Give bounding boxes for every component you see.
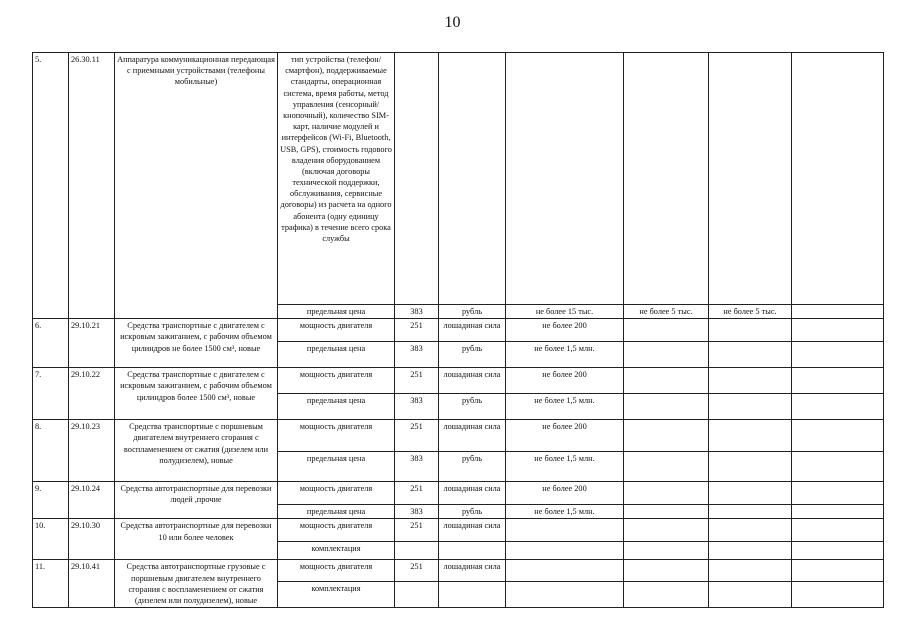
value-category-2 xyxy=(624,368,709,394)
okei-code xyxy=(395,542,439,560)
item-name: Средства транспортные с двигателем с искровым зажиганием, с рабочим объемом цилиндров более 1500 см³, новые xyxy=(115,368,278,420)
characteristic: тип устройства (телефон/смартфон), поддерживаемые стандарты, операционная система, время работы, метод управления (сенсорный/кнопочный), количество SIM-карт, наличие модулей и интерфейсов (Wi-Fi, Bluetooth, USB, GPS), стоимость годового владения оборудованием (включая договоры технической поддержки, обслуживания, сервисные договоры) из расчета на одного абонента (одну единицу трафика) в течение всего срока службы xyxy=(278,53,395,305)
value-category-2 xyxy=(624,560,709,582)
value-category-2 xyxy=(624,482,709,505)
table-row xyxy=(33,53,884,305)
okei-code: 251 xyxy=(395,319,439,342)
value-category-2 xyxy=(624,420,709,452)
table-row xyxy=(33,560,884,582)
unit-name: рубль xyxy=(439,342,506,368)
value-category-2 xyxy=(624,53,709,305)
value-category-1: не более 1,5 млн. xyxy=(506,505,624,519)
item-name: Аппаратура коммуникационная передающая с приемными устройствами (телефоны мобильные) xyxy=(115,53,278,319)
value-category-3 xyxy=(709,342,792,368)
table-row xyxy=(33,319,884,342)
value-category-3: не более 5 тыс. xyxy=(709,305,792,319)
unit-name: рубль xyxy=(439,505,506,519)
empty-cell xyxy=(792,305,884,319)
okpd-code: 29.10.41 xyxy=(69,560,115,608)
value-category-2 xyxy=(624,582,709,608)
unit-name: лошадиная сила xyxy=(439,319,506,342)
unit-name: рубль xyxy=(439,394,506,420)
characteristic: мощность двигателя xyxy=(278,519,395,542)
value-category-1: не более 200 xyxy=(506,420,624,452)
empty-cell xyxy=(792,368,884,394)
empty-cell xyxy=(792,394,884,420)
value-category-2 xyxy=(624,519,709,542)
item-name: Средства автотранспортные грузовые с поршневым двигателем внутреннего сгорания с воспламенением от сжатия (дизелем или полудизелем), новые xyxy=(115,560,278,608)
okpd-code: 29.10.23 xyxy=(69,420,115,482)
value-category-1: не более 1,5 млн. xyxy=(506,452,624,482)
empty-cell xyxy=(792,560,884,582)
okei-code: 383 xyxy=(395,505,439,519)
value-category-2 xyxy=(624,394,709,420)
characteristic: предельная цена xyxy=(278,342,395,368)
okei-code: 251 xyxy=(395,368,439,394)
okei-code: 383 xyxy=(395,394,439,420)
value-category-3 xyxy=(709,420,792,452)
value-category-3 xyxy=(709,319,792,342)
unit-name: лошадиная сила xyxy=(439,420,506,452)
row-number: 7. xyxy=(33,368,69,420)
row-number: 9. xyxy=(33,482,69,519)
characteristic: мощность двигателя xyxy=(278,420,395,452)
value-category-3 xyxy=(709,53,792,305)
okei-code: 251 xyxy=(395,519,439,542)
unit-name: лошадиная сила xyxy=(439,482,506,505)
page-number: 10 xyxy=(444,14,461,31)
item-name: Средства автотранспортные для перевозки 10 или более человек xyxy=(115,519,278,560)
value-category-2 xyxy=(624,542,709,560)
unit-name: лошадиная сила xyxy=(439,368,506,394)
okei-code xyxy=(395,582,439,608)
value-category-3 xyxy=(709,394,792,420)
empty-cell xyxy=(792,582,884,608)
value-category-2 xyxy=(624,319,709,342)
empty-cell xyxy=(792,482,884,505)
unit-name xyxy=(439,582,506,608)
unit-name: рубль xyxy=(439,305,506,319)
table-row xyxy=(33,519,884,542)
value-category-3 xyxy=(709,368,792,394)
empty-cell xyxy=(792,342,884,368)
value-category-3 xyxy=(709,582,792,608)
okei-code: 251 xyxy=(395,482,439,505)
item-name: Средства автотранспортные для перевозки людей ,прочие xyxy=(115,482,278,519)
value-category-1 xyxy=(506,53,624,305)
empty-cell xyxy=(792,319,884,342)
value-category-1: не более 200 xyxy=(506,319,624,342)
okei-code: 383 xyxy=(395,342,439,368)
row-number: 5. xyxy=(33,53,69,319)
characteristic: предельная цена xyxy=(278,505,395,519)
characteristic: предельная цена xyxy=(278,452,395,482)
table-row xyxy=(33,368,884,394)
value-category-2 xyxy=(624,505,709,519)
okpd-code: 29.10.21 xyxy=(69,319,115,368)
okei-code: 383 xyxy=(395,452,439,482)
value-category-1 xyxy=(506,519,624,542)
value-category-1: не более 200 xyxy=(506,368,624,394)
row-number: 11. xyxy=(33,560,69,608)
value-category-1: не более 15 тыс. xyxy=(506,305,624,319)
characteristic: предельная цена xyxy=(278,305,395,319)
okpd-code: 29.10.22 xyxy=(69,368,115,420)
value-category-3 xyxy=(709,542,792,560)
characteristic: предельная цена xyxy=(278,394,395,420)
characteristic: мощность двигателя xyxy=(278,319,395,342)
unit-name xyxy=(439,53,506,305)
row-number: 10. xyxy=(33,519,69,560)
unit-name xyxy=(439,542,506,560)
characteristic: мощность двигателя xyxy=(278,560,395,582)
value-category-3 xyxy=(709,505,792,519)
item-name: Средства транспортные с двигателем с искровым зажиганием, с рабочим объемом цилиндров не более 1500 см³, новые xyxy=(115,319,278,368)
empty-cell xyxy=(792,505,884,519)
okpd-code: 29.10.30 xyxy=(69,519,115,560)
okpd-code: 29.10.24 xyxy=(69,482,115,519)
okei-code: 251 xyxy=(395,560,439,582)
value-category-1 xyxy=(506,582,624,608)
value-category-1: не более 1,5 млн. xyxy=(506,394,624,420)
value-category-1: не более 1,5 млн. xyxy=(506,342,624,368)
value-category-3 xyxy=(709,519,792,542)
table-row xyxy=(33,482,884,505)
empty-cell xyxy=(792,542,884,560)
characteristic: комплектация xyxy=(278,582,395,608)
empty-cell xyxy=(792,53,884,305)
value-category-1 xyxy=(506,560,624,582)
characteristic: комплектация xyxy=(278,542,395,560)
unit-name: лошадиная сила xyxy=(439,519,506,542)
unit-name: рубль xyxy=(439,452,506,482)
empty-cell xyxy=(792,420,884,452)
okpd-code: 26.30.11 xyxy=(69,53,115,319)
value-category-2 xyxy=(624,452,709,482)
characteristic: мощность двигателя xyxy=(278,482,395,505)
value-category-1: не более 200 xyxy=(506,482,624,505)
item-name: Средства транспортные с поршневым двигателем внутреннего сгорания с воспламенением от сжатия (дизелем или полудизелем), новые xyxy=(115,420,278,482)
value-category-3 xyxy=(709,482,792,505)
value-category-3 xyxy=(709,560,792,582)
value-category-1 xyxy=(506,542,624,560)
specification-table xyxy=(32,52,884,608)
characteristic: мощность двигателя xyxy=(278,368,395,394)
value-category-2: не более 5 тыс. xyxy=(624,305,709,319)
okei-code: 251 xyxy=(395,420,439,452)
table-row xyxy=(33,420,884,452)
row-number: 8. xyxy=(33,420,69,482)
okei-code: 383 xyxy=(395,305,439,319)
okei-code xyxy=(395,53,439,305)
empty-cell xyxy=(792,452,884,482)
row-number: 6. xyxy=(33,319,69,368)
empty-cell xyxy=(792,519,884,542)
unit-name: лошадиная сила xyxy=(439,560,506,582)
value-category-3 xyxy=(709,452,792,482)
value-category-2 xyxy=(624,342,709,368)
